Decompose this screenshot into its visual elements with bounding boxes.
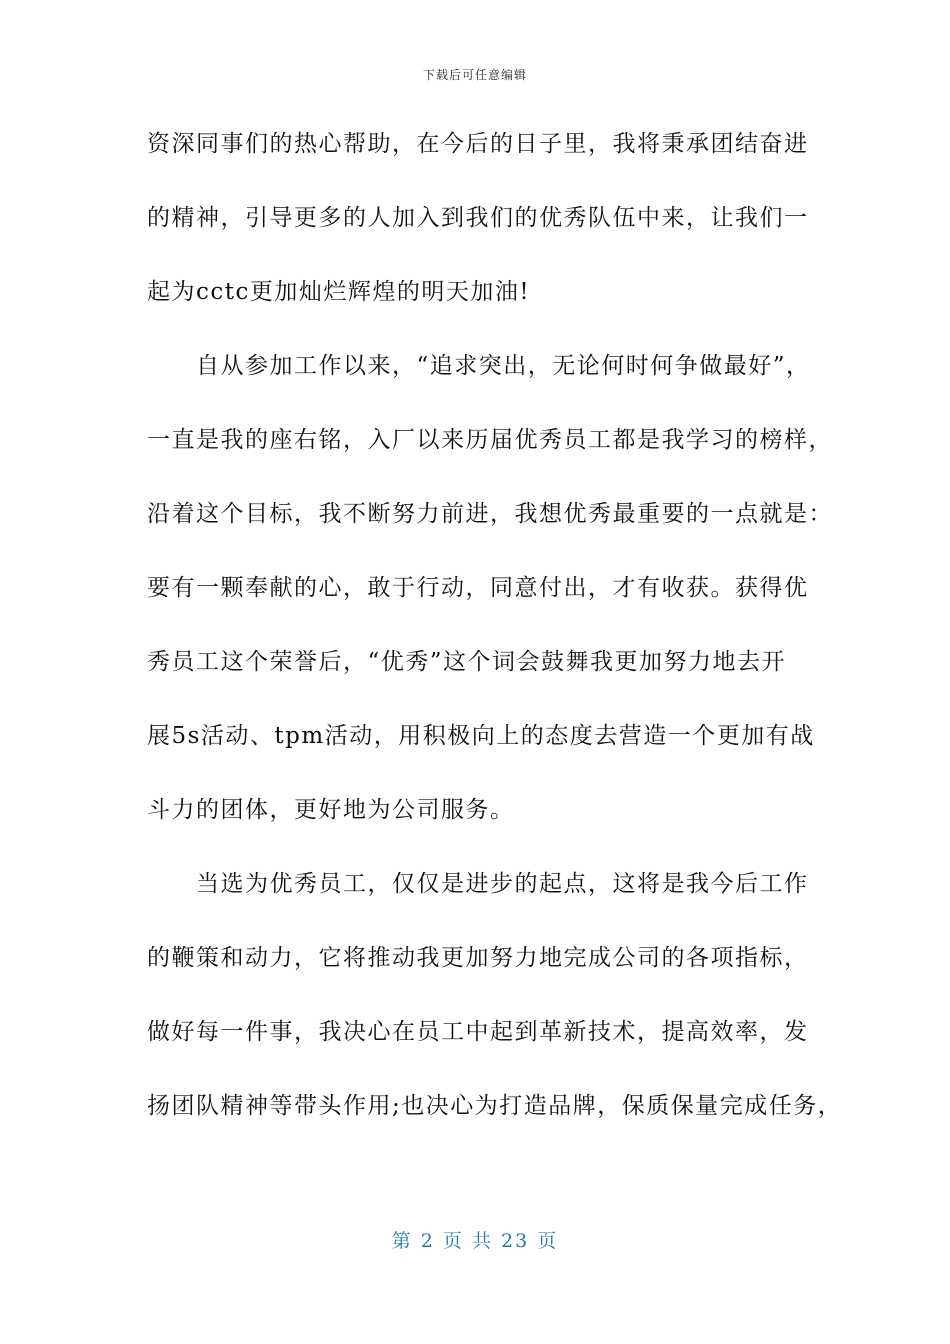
text-line: 做好每一件事，我决心在员工中起到革新技术，提高效率，发 xyxy=(147,1019,809,1045)
text-line: 一直是我的座右铭，入厂以来历届优秀员工都是我学习的榜样， xyxy=(147,427,833,453)
text-line: 沿着这个目标，我不断努力前进，我想优秀最重要的一点就是： xyxy=(147,501,833,527)
body-text xyxy=(147,126,843,1162)
text-line: 起为cctc更加灿烂辉煌的明天加油! xyxy=(147,279,531,305)
text-line: 自从参加工作以来，“追求突出，无论何时何争做最好”， xyxy=(147,353,811,379)
page-footer xyxy=(0,1226,950,1253)
text-line: 扬团队精神等带头作用;也决心为打造品牌，保质保量完成任务， xyxy=(147,1093,843,1119)
text-line: 当选为优秀员工，仅仅是进步的起点，这将是我今后工作 xyxy=(147,871,809,897)
text-line: 的鞭策和动力，它将推动我更加努力地完成公司的各项指标， xyxy=(147,945,809,971)
text-line: 秀员工这个荣誉后，“优秀”这个词会鼓舞我更加努力地去开 xyxy=(147,649,787,675)
text-line: 资深同事们的热心帮助，在今后的日子里，我将秉承团结奋进 xyxy=(147,131,809,157)
footer-suffix: 页 xyxy=(537,1230,559,1252)
footer-prefix: 第 xyxy=(391,1230,413,1252)
footer-total-pages: 23 xyxy=(501,1230,530,1252)
text-line: 的精神，引导更多的人加入到我们的优秀队伍中来，让我们一 xyxy=(147,205,809,231)
page-header: 下载后可任意编辑 xyxy=(422,68,527,82)
text-line: 斗力的团体，更好地为公司服务。 xyxy=(147,797,515,823)
footer-page-number: 2 xyxy=(420,1230,435,1252)
footer-mid: 页 共 xyxy=(442,1230,493,1252)
text-line: 展5s活动、tpm活动，用积极向上的态度去营造一个更加有战 xyxy=(147,723,815,749)
text-line: 要有一颗奉献的心，敢于行动，同意付出，才有收获。获得优 xyxy=(147,575,809,601)
